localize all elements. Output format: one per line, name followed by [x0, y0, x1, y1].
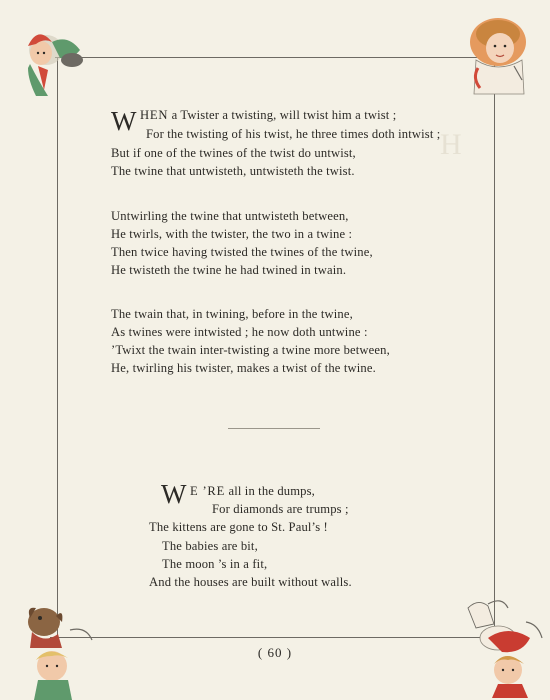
poem1-line-11: ’Twixt the twain inter-twisting a twine more between,	[111, 343, 390, 357]
poem2-line-4: The babies are bit,	[162, 539, 258, 553]
show-through-text: H	[440, 128, 462, 161]
poem1-line-5: Untwirling the twine that untwisteth between,	[111, 209, 349, 223]
poem2-line-6: And the houses are built without walls.	[149, 575, 352, 589]
poem1-line-4: The twine that untwisteth, untwisteth the twist.	[111, 164, 355, 178]
poem2-first-word: E ’RE	[190, 484, 226, 498]
poem2-line-3: The kittens are gone to St. Paul’s !	[149, 520, 328, 534]
frame-left-rule	[57, 57, 58, 639]
frame-bottom-rule	[50, 637, 498, 638]
frame-top-rule	[55, 57, 495, 58]
poem1-line-10: As twines were intwisted ; he now doth untwine :	[111, 325, 368, 339]
poem1-line-8: He twisteth the twine he had twined in twain.	[111, 263, 347, 277]
poem1-line-9: The twain that, in twining, before in the twine,	[111, 307, 353, 321]
poem2-dropcap: W	[161, 479, 187, 509]
poem1-line-7: Then twice having twisted the twines of the twine,	[111, 245, 373, 259]
section-divider	[228, 428, 320, 429]
poem1-dropcap: W	[111, 106, 137, 136]
poem1-line-2: For the twisting of his twist, he three times doth intwist ;	[146, 127, 441, 141]
poem1-line-3: But if one of the twines of the twist do untwist,	[111, 146, 356, 160]
poem1-line-1: a Twister a twisting, will twist him a twist ;	[171, 108, 397, 122]
poem1-line-12: He, twirling his twister, makes a twist of the twine.	[111, 361, 376, 375]
poem2-line-1: all in the dumps,	[228, 484, 315, 498]
frame-right-rule	[494, 57, 495, 639]
poem1-first-word: HEN	[140, 108, 169, 122]
poem1-line	[140, 107, 396, 123]
poem1-line-6: He twirls, with the twister, the two in a twine :	[111, 227, 353, 241]
poem2-line-5: The moon ’s in a fit,	[162, 557, 268, 571]
child-with-cat-corner	[8, 20, 96, 98]
page-number: ( 60 )	[257, 645, 293, 660]
girl-in-bonnet-corner	[458, 8, 538, 100]
poem2-line-2: For diamonds are trumps ;	[212, 502, 349, 516]
poem2-line	[190, 483, 315, 499]
